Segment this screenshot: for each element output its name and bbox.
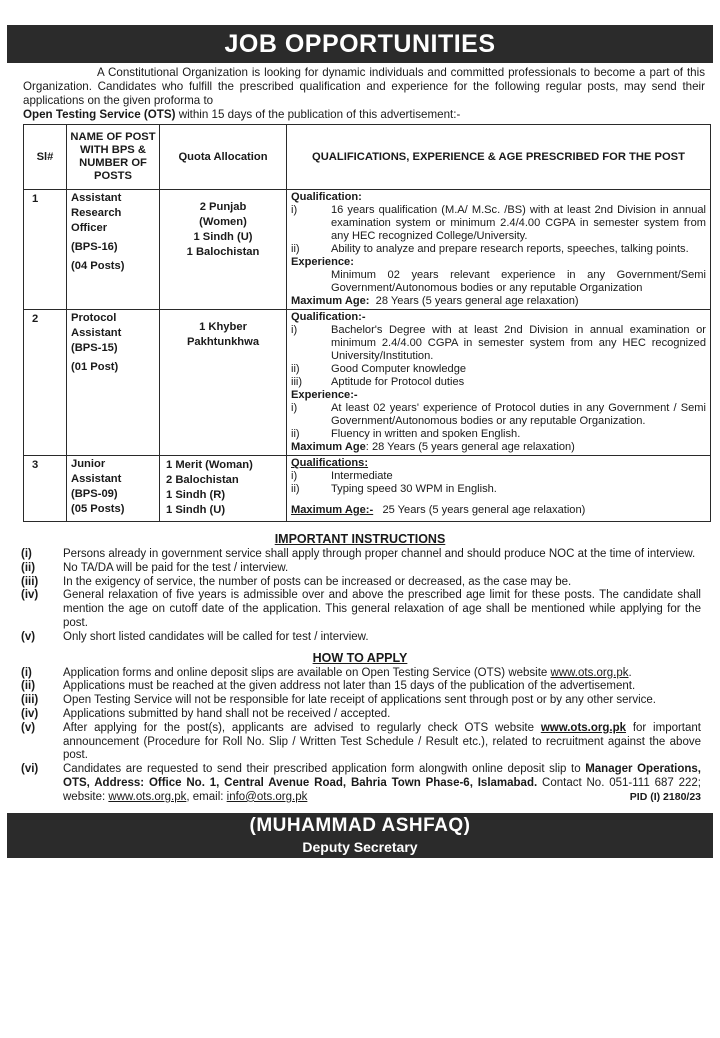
max-age-text: 28 Years (5 years general age relaxation) bbox=[375, 295, 579, 307]
item-number: i) bbox=[291, 324, 298, 336]
intro-paragraph bbox=[7, 63, 713, 122]
post-bps: (BPS-15) bbox=[71, 342, 118, 354]
post-count: (01 Post) bbox=[71, 361, 119, 373]
item-text bbox=[63, 722, 701, 763]
row-qualification bbox=[287, 310, 711, 456]
max-age bbox=[291, 504, 706, 520]
email-link[interactable]: info@ots.org.pk bbox=[226, 790, 308, 803]
item-text: Applications must be reached at the given address not later than 15 days of the publication of the advertisement. bbox=[63, 680, 636, 693]
item-text: General relaxation of five years is admissible over and above the prescribed age limit for these posts. The candidate shall mention the age on cutoff date of the application. This general relaxation of age shall be mentioned while applying for the post. bbox=[63, 589, 701, 629]
quota-line: 1 Sindh (U) bbox=[193, 231, 253, 243]
row-post bbox=[67, 456, 160, 522]
item-text: Ability to analyze and prepare research reports, speeches, talking points. bbox=[331, 243, 689, 255]
quota-line: 2 Punjab bbox=[199, 201, 247, 213]
apply-text: Candidates are requested to send their prescribed application form alongwith online deposit slip to bbox=[63, 763, 586, 776]
item-text: Persons already in government service shall apply through proper channel and should produce NOC at the time of interview. bbox=[63, 548, 696, 560]
ots-address: Manager Operations, OTS, Address: Office No. 1, Central Avenue Road, Bahria Town Phase-6, Islamabad. bbox=[63, 763, 702, 789]
item-number: (ii) bbox=[21, 561, 36, 574]
item-text: Only short listed candidates will be called for test / interview. bbox=[63, 630, 369, 643]
quota-line: 1 Balochistan bbox=[186, 246, 260, 258]
instructions-heading: IMPORTANT INSTRUCTIONS bbox=[274, 532, 446, 546]
list-item bbox=[291, 324, 706, 363]
row-sl: 2 bbox=[24, 310, 67, 456]
post-name: Junior Assistant bbox=[71, 458, 122, 485]
post-name: Protocol Assistant bbox=[71, 312, 122, 339]
post-bps: (BPS-09) bbox=[71, 488, 118, 500]
max-age bbox=[291, 441, 706, 454]
row-qualification bbox=[287, 190, 711, 310]
header-sl: Sl# bbox=[24, 125, 67, 190]
item-number: iii) bbox=[291, 376, 303, 388]
item-number: (i) bbox=[21, 548, 32, 560]
signature-block bbox=[7, 813, 713, 858]
header-qualification: QUALIFICATIONS, EXPERIENCE & AGE PRESCRIBED FOR THE POST bbox=[287, 125, 711, 190]
posts-table bbox=[23, 124, 711, 522]
intro-text: A Constitutional Organization is looking for dynamic individuals and committed professionals to become a part of this Organization. Candidates who fulfill the prescribed qualification and experience for the following regular posts, may send their applications on the given proforma to bbox=[23, 66, 705, 107]
list-item bbox=[21, 680, 701, 694]
item-number: ii) bbox=[291, 483, 300, 495]
item-number: i) bbox=[291, 470, 298, 482]
ots-website-link[interactable]: www.ots.org.pk bbox=[550, 666, 629, 679]
item-text: Fluency in written and spoken English. bbox=[331, 428, 521, 440]
list-item bbox=[291, 363, 706, 376]
list-item bbox=[291, 204, 706, 243]
pid-number: PID (I) 2180/23 bbox=[629, 790, 701, 803]
apply-text: After applying for the post(s), applicants are advised to regularly check OTS website bbox=[63, 721, 541, 734]
item-number: (iii) bbox=[21, 694, 39, 707]
item-text: 16 years qualification (M.A/ M.Sc. /BS) with at least 2nd Division in annual examination system or minimum 2.4/4.00 CGPA in semester system from any HEC recognized College/University. bbox=[331, 204, 706, 242]
item-text: Bachelor's Degree with at least 2nd Division in annual examination or minimum 2.4/4.00 CGPA in semester system from any HEC recognized University/Institution. bbox=[331, 324, 706, 362]
max-age-label: Maximum Age:- bbox=[291, 504, 374, 516]
apply-text: Application forms and online deposit slips are available on Open Testing Service (OTS) website bbox=[63, 666, 551, 679]
advertisement bbox=[7, 25, 713, 987]
quota-line: 1 Sindh (U) bbox=[166, 504, 226, 516]
table-row bbox=[24, 456, 711, 522]
row-quota bbox=[160, 310, 287, 456]
item-text: In the exigency of service, the number of posts can be increased or decreased, as the case may be. bbox=[63, 575, 572, 588]
apply-text: for important announcement (Procedure for Roll No. Slip / Written Test Schedule / Result etc.), related to recruitment against the above post. bbox=[63, 721, 701, 762]
header-quota: Quota Allocation bbox=[160, 125, 287, 190]
item-text bbox=[63, 667, 701, 681]
post-count: (04 Posts) bbox=[71, 260, 125, 272]
item-number: ii) bbox=[291, 363, 300, 375]
row-quota bbox=[160, 190, 287, 310]
apply-text: Contact No. 051-111 687 222; website: bbox=[63, 776, 701, 803]
item-number: i) bbox=[291, 204, 298, 216]
list-item bbox=[21, 631, 701, 645]
max-age-text: 25 Years (5 years general age relaxation) bbox=[382, 504, 586, 516]
quota-line: 1 Khyber bbox=[199, 321, 247, 333]
signatory-designation: Deputy Secretary bbox=[302, 838, 418, 855]
header-post: NAME OF POST WITH BPS & NUMBER OF POSTS bbox=[67, 125, 160, 190]
apply-text: . bbox=[628, 666, 632, 679]
experience-heading: Experience:- bbox=[291, 389, 358, 401]
intro-tail: within 15 days of the publication of this advertisement:- bbox=[175, 108, 461, 121]
item-number: (v) bbox=[21, 721, 36, 734]
list-item bbox=[21, 589, 701, 630]
post-bps: (BPS-16) bbox=[71, 241, 118, 253]
how-to-apply-list bbox=[7, 667, 713, 805]
page-title: JOB OPPORTUNITIES bbox=[7, 25, 713, 63]
list-item bbox=[291, 243, 706, 256]
list-item bbox=[21, 722, 701, 763]
quota-line: (Women) bbox=[199, 216, 247, 228]
item-text: Typing speed 30 WPM in English. bbox=[331, 483, 497, 495]
list-item bbox=[21, 562, 701, 576]
table-row bbox=[24, 310, 711, 456]
list-item bbox=[291, 428, 706, 441]
max-age-text: : 28 Years (5 years general age relaxation) bbox=[365, 441, 575, 453]
item-number: (iv) bbox=[21, 707, 39, 720]
list-item bbox=[21, 548, 701, 562]
quota-line: 2 Balochistan bbox=[166, 474, 239, 486]
item-text bbox=[63, 763, 701, 804]
quota-line: 1 Sindh (R) bbox=[166, 489, 226, 501]
experience-heading: Experience: bbox=[291, 256, 354, 268]
how-to-apply-heading: HOW TO APPLY bbox=[312, 650, 408, 665]
item-text: Aptitude for Protocol duties bbox=[331, 376, 465, 388]
max-age bbox=[291, 295, 706, 308]
list-item bbox=[21, 576, 701, 590]
item-text: Applications submitted by hand shall not be received / accepted. bbox=[63, 707, 391, 720]
quota-line: Pakhtunkhwa bbox=[186, 336, 260, 348]
row-qualification bbox=[287, 456, 711, 522]
list-item bbox=[21, 667, 701, 681]
row-post bbox=[67, 190, 160, 310]
list-item bbox=[291, 376, 706, 389]
item-number: ii) bbox=[291, 243, 300, 255]
item-number: i) bbox=[291, 402, 298, 414]
apply-text: , email: bbox=[186, 790, 227, 803]
item-number: (i) bbox=[21, 666, 32, 679]
row-sl: 1 bbox=[24, 190, 67, 310]
row-post bbox=[67, 310, 160, 456]
max-age-label: Maximum Age bbox=[291, 441, 366, 453]
row-sl: 3 bbox=[24, 456, 67, 522]
ots-website-link[interactable]: www.ots.org.pk bbox=[108, 790, 187, 803]
ots-website-link[interactable]: www.ots.org.pk bbox=[540, 721, 627, 734]
instructions-list bbox=[7, 548, 713, 645]
list-item bbox=[291, 483, 706, 496]
item-number: (iii) bbox=[21, 575, 39, 588]
item-number: ii) bbox=[291, 428, 300, 440]
quota-line: 1 Merit (Woman) bbox=[166, 459, 253, 471]
list-item bbox=[291, 470, 706, 483]
intro-ots: Open Testing Service (OTS) bbox=[23, 108, 176, 121]
list-item bbox=[21, 763, 701, 804]
list-item bbox=[21, 708, 701, 722]
item-text: No TA/DA will be paid for the test / interview. bbox=[63, 561, 289, 574]
item-text: Good Computer knowledge bbox=[331, 363, 467, 375]
list-item bbox=[21, 694, 701, 708]
table-header bbox=[24, 125, 711, 190]
qualification-heading: Qualification:- bbox=[291, 311, 366, 323]
row-quota bbox=[160, 456, 287, 522]
item-number: (v) bbox=[21, 630, 36, 643]
signatory-name: (MUHAMMAD ASHFAQ) bbox=[249, 814, 471, 836]
list-item bbox=[291, 402, 706, 428]
item-text: At least 02 years' experience of Protocol duties in any Government / Semi Government/Autonomous bodies or any reputable Organization. bbox=[331, 402, 706, 427]
item-number: (vi) bbox=[21, 763, 39, 776]
table-row bbox=[24, 190, 711, 310]
experience-text: Minimum 02 years relevant experience in any Government/Semi Government/Autonomous bodies or any reputable Organization bbox=[331, 269, 706, 294]
item-number: (ii) bbox=[21, 680, 36, 693]
qualification-heading: Qualification: bbox=[291, 191, 362, 203]
max-age-label: Maximum Age: bbox=[291, 295, 370, 307]
post-count: (05 Posts) bbox=[71, 503, 125, 515]
qualification-heading: Qualifications: bbox=[291, 457, 369, 469]
item-number: (iv) bbox=[21, 589, 39, 602]
post-name: Assistant Research Officer bbox=[71, 192, 122, 234]
item-text: Intermediate bbox=[331, 470, 393, 482]
item-text: Open Testing Service will not be responsible for late receipt of applications sent through post or by any other service. bbox=[63, 694, 657, 707]
